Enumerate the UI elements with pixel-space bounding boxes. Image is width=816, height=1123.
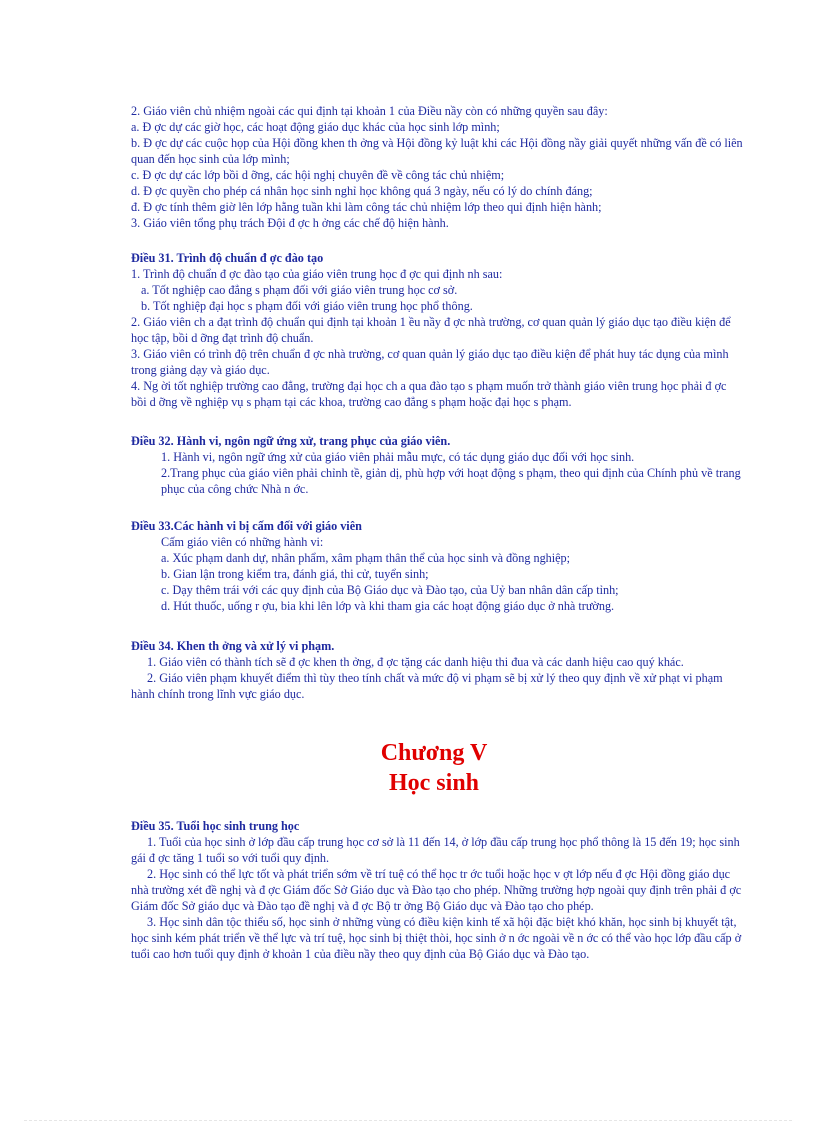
chapter-number: Chương V: [380, 740, 488, 766]
list-item: b. Gian lận trong kiểm tra, đánh giá, thi cử, tuyển sinh;: [161, 567, 429, 581]
article-33: [131, 518, 743, 614]
paragraph: 2.Trang phục của giáo viên phải chỉnh tề, giản dị, phù hợp với hoạt động s phạm, theo qui định của Chính phủ về trang phục của công chức Nhà n ớc.: [161, 466, 741, 496]
paragraph: 1. Hành vi, ngôn ngữ ứng xử của giáo viên phải mẫu mực, có tác dụng giáo dục đối với học sinh.: [161, 450, 635, 464]
list-item: a. Đ ợc dự các giờ học, các hoạt động giáo dục khác của học sinh lớp mình;: [131, 120, 500, 134]
article-heading: Điều 35. Tuổi học sinh trung học: [131, 819, 300, 833]
paragraph: 1. Tuổi của học sinh ở lớp đầu cấp trung học cơ sở là 11 đến 14, ở lớp đầu cấp trung học phổ thông là 15 đến 19; học sinh gái đ ợc tăng 1 tuổi so với tuổi quy định.: [131, 835, 740, 865]
paragraph: 2. Giáo viên ch a đạt trình độ chuẩn qui định tại khoản 1 ều nầy đ ợc nhà trường, cơ quan quản lý giáo dục tạo điều kiện để học tập, bồi d ỡng đạt trình độ chuẩn.: [131, 315, 731, 345]
paragraph: 3. Học sinh dân tộc thiểu số, học sinh ở những vùng có điều kiện kinh tế xã hội đặc biệt khó khăn, học sinh bị khuyết tật, học sinh kém phát triển về thể lực và trí tuệ, học sinh bị thiệt thòi, học sinh ở n ớc ngoài về n ớc có thể vào học lớp đầu cấp ở tuổi cao hơn tuổi quy định ở khoản 1 của điều nầy theo quy định của Bộ Giáo dục và Đào tạo.: [131, 915, 742, 961]
article-31: [131, 250, 743, 410]
list-item: b. Đ ợc dự các cuộc họp của Hội đồng khen th ởng và Hội đồng kỷ luật khi các Hội đồng nầy giải quyết những vấn đề có liên quan đến học sinh của lớp mình;: [131, 136, 743, 166]
paragraph: 4. Ng ời tốt nghiệp trường cao đẳng, trường đại học ch a qua đào tạo s phạm muốn trở thành giáo viên trung học phải đ ợc bồi d ỡng về nghiệp vụ s phạm tại các khoa, trường cao đẳng s phạm hoặc đại học s phạm.: [131, 379, 727, 409]
list-item: a. Xúc phạm danh dự, nhân phẩm, xâm phạm thân thể của học sinh và đồng nghiệp;: [161, 551, 571, 565]
article-heading: Điều 34. Khen th ởng và xử lý vi phạm.: [131, 639, 335, 653]
article-heading: Điều 33.Các hành vi bị cấm đối với giáo viên: [131, 519, 362, 533]
list-item: a. Tốt nghiệp cao đẳng s phạm đối với giáo viên trung học cơ sở.: [141, 283, 458, 297]
list-item: đ. Đ ợc tính thêm giờ lên lớp hằng tuần khi làm công tác chủ nhiệm lớp theo qui định hiện hành;: [131, 200, 602, 214]
homeroom-teacher-rights: [131, 103, 743, 231]
list-item: c. Đ ợc dự các lớp bồi d ỡng, các hội nghị chuyên đề về công tác chủ nhiệm;: [131, 168, 505, 182]
chapter-title: Học sinh: [388, 770, 480, 796]
article-32: [131, 433, 743, 497]
page-bottom-rule: [24, 1120, 792, 1121]
paragraph: 1. Trình độ chuẩn đ ợc đào tạo của giáo viên trung học đ ợc qui định nh sau:: [131, 267, 503, 281]
paragraph: 1. Giáo viên có thành tích sẽ đ ợc khen th ởng, đ ợc tặng các danh hiệu thi đua và các danh hiệu cao quý khác.: [147, 655, 684, 669]
article-35: [131, 818, 743, 962]
paragraph: 2. Giáo viên chủ nhiệm ngoài các qui định tại khoản 1 của Điều nầy còn có những quyền sau đây:: [131, 104, 608, 118]
list-item: d. Đ ợc quyền cho phép cá nhân học sinh nghỉ học không quá 3 ngày, nếu có lý do chính đáng;: [131, 184, 593, 198]
paragraph: Cấm giáo viên có những hành vi:: [161, 535, 324, 549]
paragraph: 2. Học sinh có thể lực tốt và phát triển sớm về trí tuệ có thể học tr ớc tuổi hoặc học v ợt lớp nếu đ ợc Hội đồng giáo dục nhà trường xét đề nghị và đ ợc Giám đốc Sở Giáo dục và Đào tạo cho phép. Những trường hợp ngoài quy định trên phải đ ợc Giám đốc Sở giáo dục và Đào tạo đề nghị và đ ợc Bộ tr ởng Bộ Giáo dục và Đào tạo cho phép.: [131, 867, 742, 913]
paragraph: 3. Giáo viên có trình độ trên chuẩn đ ợc nhà trường, cơ quan quản lý giáo dục tạo điều kiện để phát huy tác dụng của mình trong giảng dạy và giáo dục.: [131, 347, 729, 377]
list-item: b. Tốt nghiệp đại học s phạm đối với giáo viên trung học phổ thông.: [141, 299, 473, 313]
article-heading: Điều 32. Hành vi, ngôn ngữ ứng xử, trang phục của giáo viên.: [131, 434, 451, 448]
article-34: [131, 638, 743, 702]
list-item: d. Hút thuốc, uống r ợu, bia khi lên lớp và khi tham gia các hoạt động giáo dục ở nhà trường.: [161, 599, 615, 613]
paragraph: 3. Giáo viên tổng phụ trách Đội đ ợc h ởng các chế độ hiện hành.: [131, 216, 449, 230]
paragraph: 2. Giáo viên phạm khuyết điểm thì tùy theo tính chất và mức độ vi phạm sẽ bị xử lý theo quy định về xử phạt vi phạm hành chính trong lĩnh vực giáo dục.: [131, 671, 723, 701]
article-heading: Điều 31. Trình độ chuẩn đ ợc đào tạo: [131, 251, 324, 265]
list-item: c. Dạy thêm trái với các quy định của Bộ Giáo dục và Đào tạo, của Uỷ ban nhân dân cấp tỉnh;: [161, 583, 619, 597]
